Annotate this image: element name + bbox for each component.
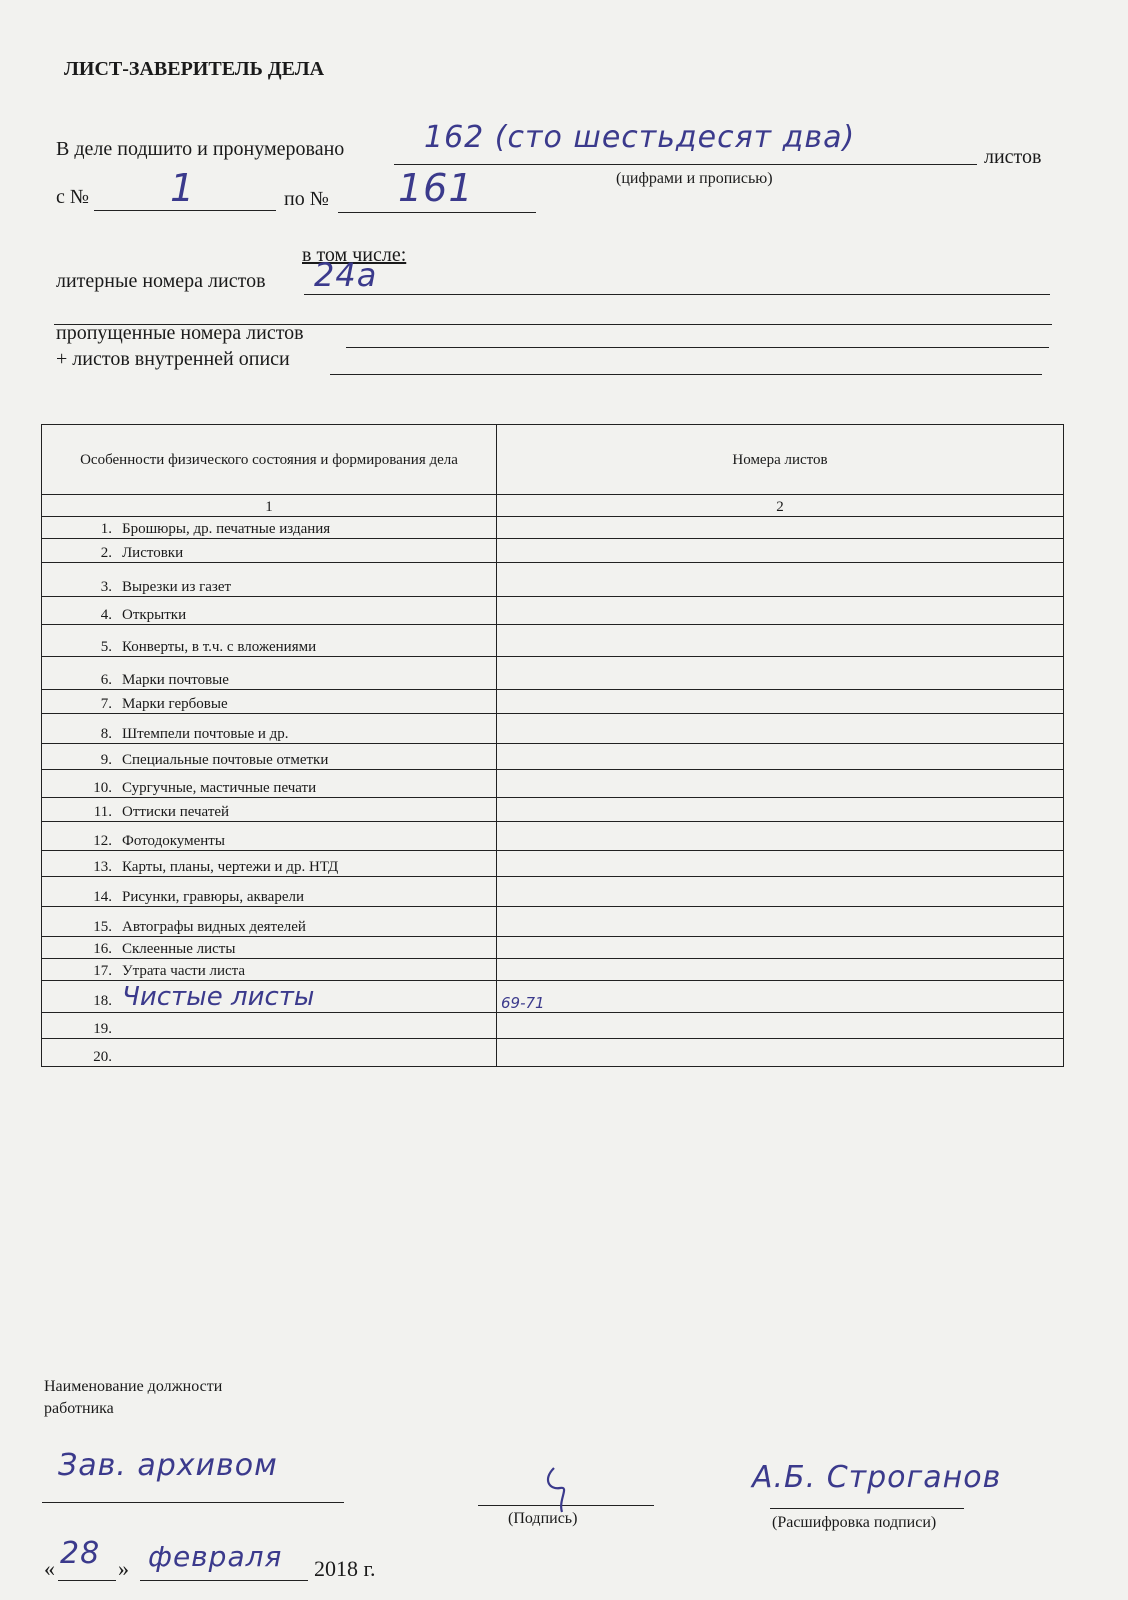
row-sheet-numbers xyxy=(497,516,1064,538)
row-number: 9. xyxy=(100,752,112,769)
row-number: 1. xyxy=(100,520,112,537)
table-row xyxy=(42,625,1064,657)
intro-suffix: листов xyxy=(984,146,1042,168)
row-label-cell xyxy=(42,562,497,596)
row-sheet-numbers xyxy=(497,657,1064,689)
row-number: 7. xyxy=(100,695,112,712)
header-col1: Особенности физического состояния и формирования дела xyxy=(42,425,497,495)
table-row xyxy=(42,689,1064,713)
internal-label: + листов внутренней описи xyxy=(56,348,290,370)
row-sheet-numbers xyxy=(497,625,1064,657)
literal-value: 24а xyxy=(314,256,378,294)
row-label: Карты, планы, чертежи и др. НТД xyxy=(122,858,339,875)
table-row xyxy=(42,1038,1064,1066)
row-label: Вырезки из газет xyxy=(122,579,232,596)
decoding-underline xyxy=(770,1508,964,1509)
date-day: 28 xyxy=(60,1536,101,1571)
literal-label: литерные номера листов xyxy=(56,270,266,292)
row-label-cell xyxy=(42,798,497,822)
row-label: Листовки xyxy=(122,544,184,561)
row-label-cell xyxy=(42,538,497,562)
row-label-cell xyxy=(42,937,497,959)
row-label: Штемпели почтовые и др. xyxy=(122,725,289,742)
including-label: в том числе: xyxy=(302,244,407,266)
row-sheet-numbers xyxy=(497,743,1064,769)
table-row xyxy=(42,562,1064,596)
table-row xyxy=(42,798,1064,822)
from-underline xyxy=(94,210,276,211)
count-underline xyxy=(394,164,977,165)
row-label-cell xyxy=(42,959,497,981)
row-number: 15. xyxy=(93,919,112,936)
row-label: Специальные почтовые отметки xyxy=(122,752,329,769)
row-label: Рисунки, гравюры, акварели xyxy=(122,888,305,905)
row-label: Открытки xyxy=(122,607,187,624)
row-label: Оттиски печатей xyxy=(122,804,230,821)
to-value: 161 xyxy=(398,166,474,210)
row-number: 16. xyxy=(93,941,112,958)
row-number: 18. xyxy=(93,992,112,1009)
row-label: Автографы видных деятелей xyxy=(122,919,306,936)
from-value: 1 xyxy=(170,166,196,210)
signature-caption: (Подпись) xyxy=(508,1510,578,1527)
row-label-cell xyxy=(42,713,497,743)
date-month: февраля xyxy=(148,1540,283,1573)
row-sheet-numbers xyxy=(497,850,1064,876)
position-label-2: работника xyxy=(44,1400,114,1417)
header-col2: Номера листов xyxy=(497,425,1064,495)
row-number: 12. xyxy=(93,832,112,849)
col2-number: 2 xyxy=(497,495,1064,516)
row-number: 6. xyxy=(100,671,112,688)
table-row xyxy=(42,657,1064,689)
row-label: Фотодокументы xyxy=(122,832,225,849)
row-label: Марки гербовые xyxy=(122,695,228,712)
row-label-cell xyxy=(42,1038,497,1066)
physical-state-table xyxy=(41,424,1064,1067)
table-row xyxy=(42,906,1064,936)
row-sheet-numbers xyxy=(497,689,1064,713)
date-day-underline xyxy=(58,1580,116,1581)
row-sheet-numbers xyxy=(497,1038,1064,1066)
row-label-cell xyxy=(42,597,497,625)
table-row xyxy=(42,770,1064,798)
row-sheet-numbers xyxy=(497,937,1064,959)
table-row xyxy=(42,937,1064,959)
row-sheet-numbers xyxy=(497,959,1064,981)
row-label-cell xyxy=(42,850,497,876)
position-underline xyxy=(42,1502,344,1503)
row-number: 3. xyxy=(100,579,112,596)
decoding-value: А.Б. Строганов xyxy=(752,1460,1002,1495)
row-sheet-numbers xyxy=(497,538,1064,562)
row-label: Склеенные листы xyxy=(122,941,236,958)
missing-label: пропущенные номера листов xyxy=(56,322,304,344)
row-number: 8. xyxy=(100,725,112,742)
table-row xyxy=(42,538,1064,562)
row-label: Чистые листы xyxy=(122,981,315,1012)
row-sheet-numbers xyxy=(497,770,1064,798)
row-number: 13. xyxy=(93,858,112,875)
row-label: Брошюры, др. печатные издания xyxy=(122,520,331,537)
row-label-cell xyxy=(42,689,497,713)
decoding-caption: (Расшифровка подписи) xyxy=(772,1514,937,1531)
row-label: Утрата части листа xyxy=(122,963,246,980)
row-number: 2. xyxy=(100,544,112,561)
row-label: Конверты, в т.ч. с вложениями xyxy=(122,639,317,656)
table-row xyxy=(42,516,1064,538)
row-label-cell xyxy=(42,770,497,798)
table-row xyxy=(42,743,1064,769)
date-open-quote: « xyxy=(44,1556,55,1581)
position-value: Зав. архивом xyxy=(58,1448,278,1483)
table-row xyxy=(42,959,1064,981)
row-label-cell xyxy=(42,516,497,538)
row-sheet-numbers xyxy=(497,1012,1064,1038)
table-row xyxy=(42,713,1064,743)
page-title: ЛИСТ-ЗАВЕРИТЕЛЬ ДЕЛА xyxy=(64,58,325,80)
row-label-cell xyxy=(42,822,497,850)
row-label-cell xyxy=(42,743,497,769)
row-sheet-numbers xyxy=(497,876,1064,906)
row-label: Сургучные, мастичные печати xyxy=(122,780,317,797)
table-row xyxy=(42,1012,1064,1038)
row-sheet-numbers xyxy=(497,597,1064,625)
table-row xyxy=(42,850,1064,876)
row-label-cell xyxy=(42,906,497,936)
row-label-cell xyxy=(42,981,497,1012)
col1-number: 1 xyxy=(42,495,497,516)
row-number: 4. xyxy=(100,607,112,624)
row-sheet-numbers xyxy=(497,798,1064,822)
table-row xyxy=(42,981,1064,1012)
handwritten-count: 162 (сто шестьдесят два) xyxy=(424,120,856,155)
row-sheet-numbers xyxy=(497,562,1064,596)
date-year: 2018 г. xyxy=(314,1556,376,1581)
to-underline xyxy=(338,212,536,213)
internal-underline xyxy=(330,374,1042,375)
table-row xyxy=(42,597,1064,625)
row-label-cell xyxy=(42,657,497,689)
literal-underline xyxy=(304,294,1050,295)
intro-prefix: В деле подшито и пронумеровано xyxy=(56,138,345,160)
table-row xyxy=(42,876,1064,906)
date-month-underline xyxy=(140,1580,308,1581)
row-number: 20. xyxy=(93,1049,112,1065)
row-label-cell xyxy=(42,876,497,906)
date-close-quote: » xyxy=(118,1556,129,1581)
row-sheet-numbers xyxy=(497,713,1064,743)
row-number: 5. xyxy=(100,639,112,656)
row-label-cell xyxy=(42,1012,497,1038)
position-label-1: Наименование должности xyxy=(44,1378,223,1395)
count-caption: (цифрами и прописью) xyxy=(616,170,773,187)
row-number: 19. xyxy=(93,1020,112,1037)
from-label: с № xyxy=(56,186,89,208)
row-sheet-numbers xyxy=(497,822,1064,850)
table-row xyxy=(42,822,1064,850)
row-sheet-numbers xyxy=(497,906,1064,936)
row-number: 14. xyxy=(93,888,112,905)
missing-underline xyxy=(346,347,1049,348)
row-number: 10. xyxy=(93,780,112,797)
row-number: 11. xyxy=(93,804,112,821)
row-number: 17. xyxy=(93,963,112,980)
to-label: по № xyxy=(284,188,329,210)
row-label: Марки почтовые xyxy=(122,671,229,688)
row-sheet-numbers: 69-71 xyxy=(497,981,1064,1012)
row-label-cell xyxy=(42,625,497,657)
